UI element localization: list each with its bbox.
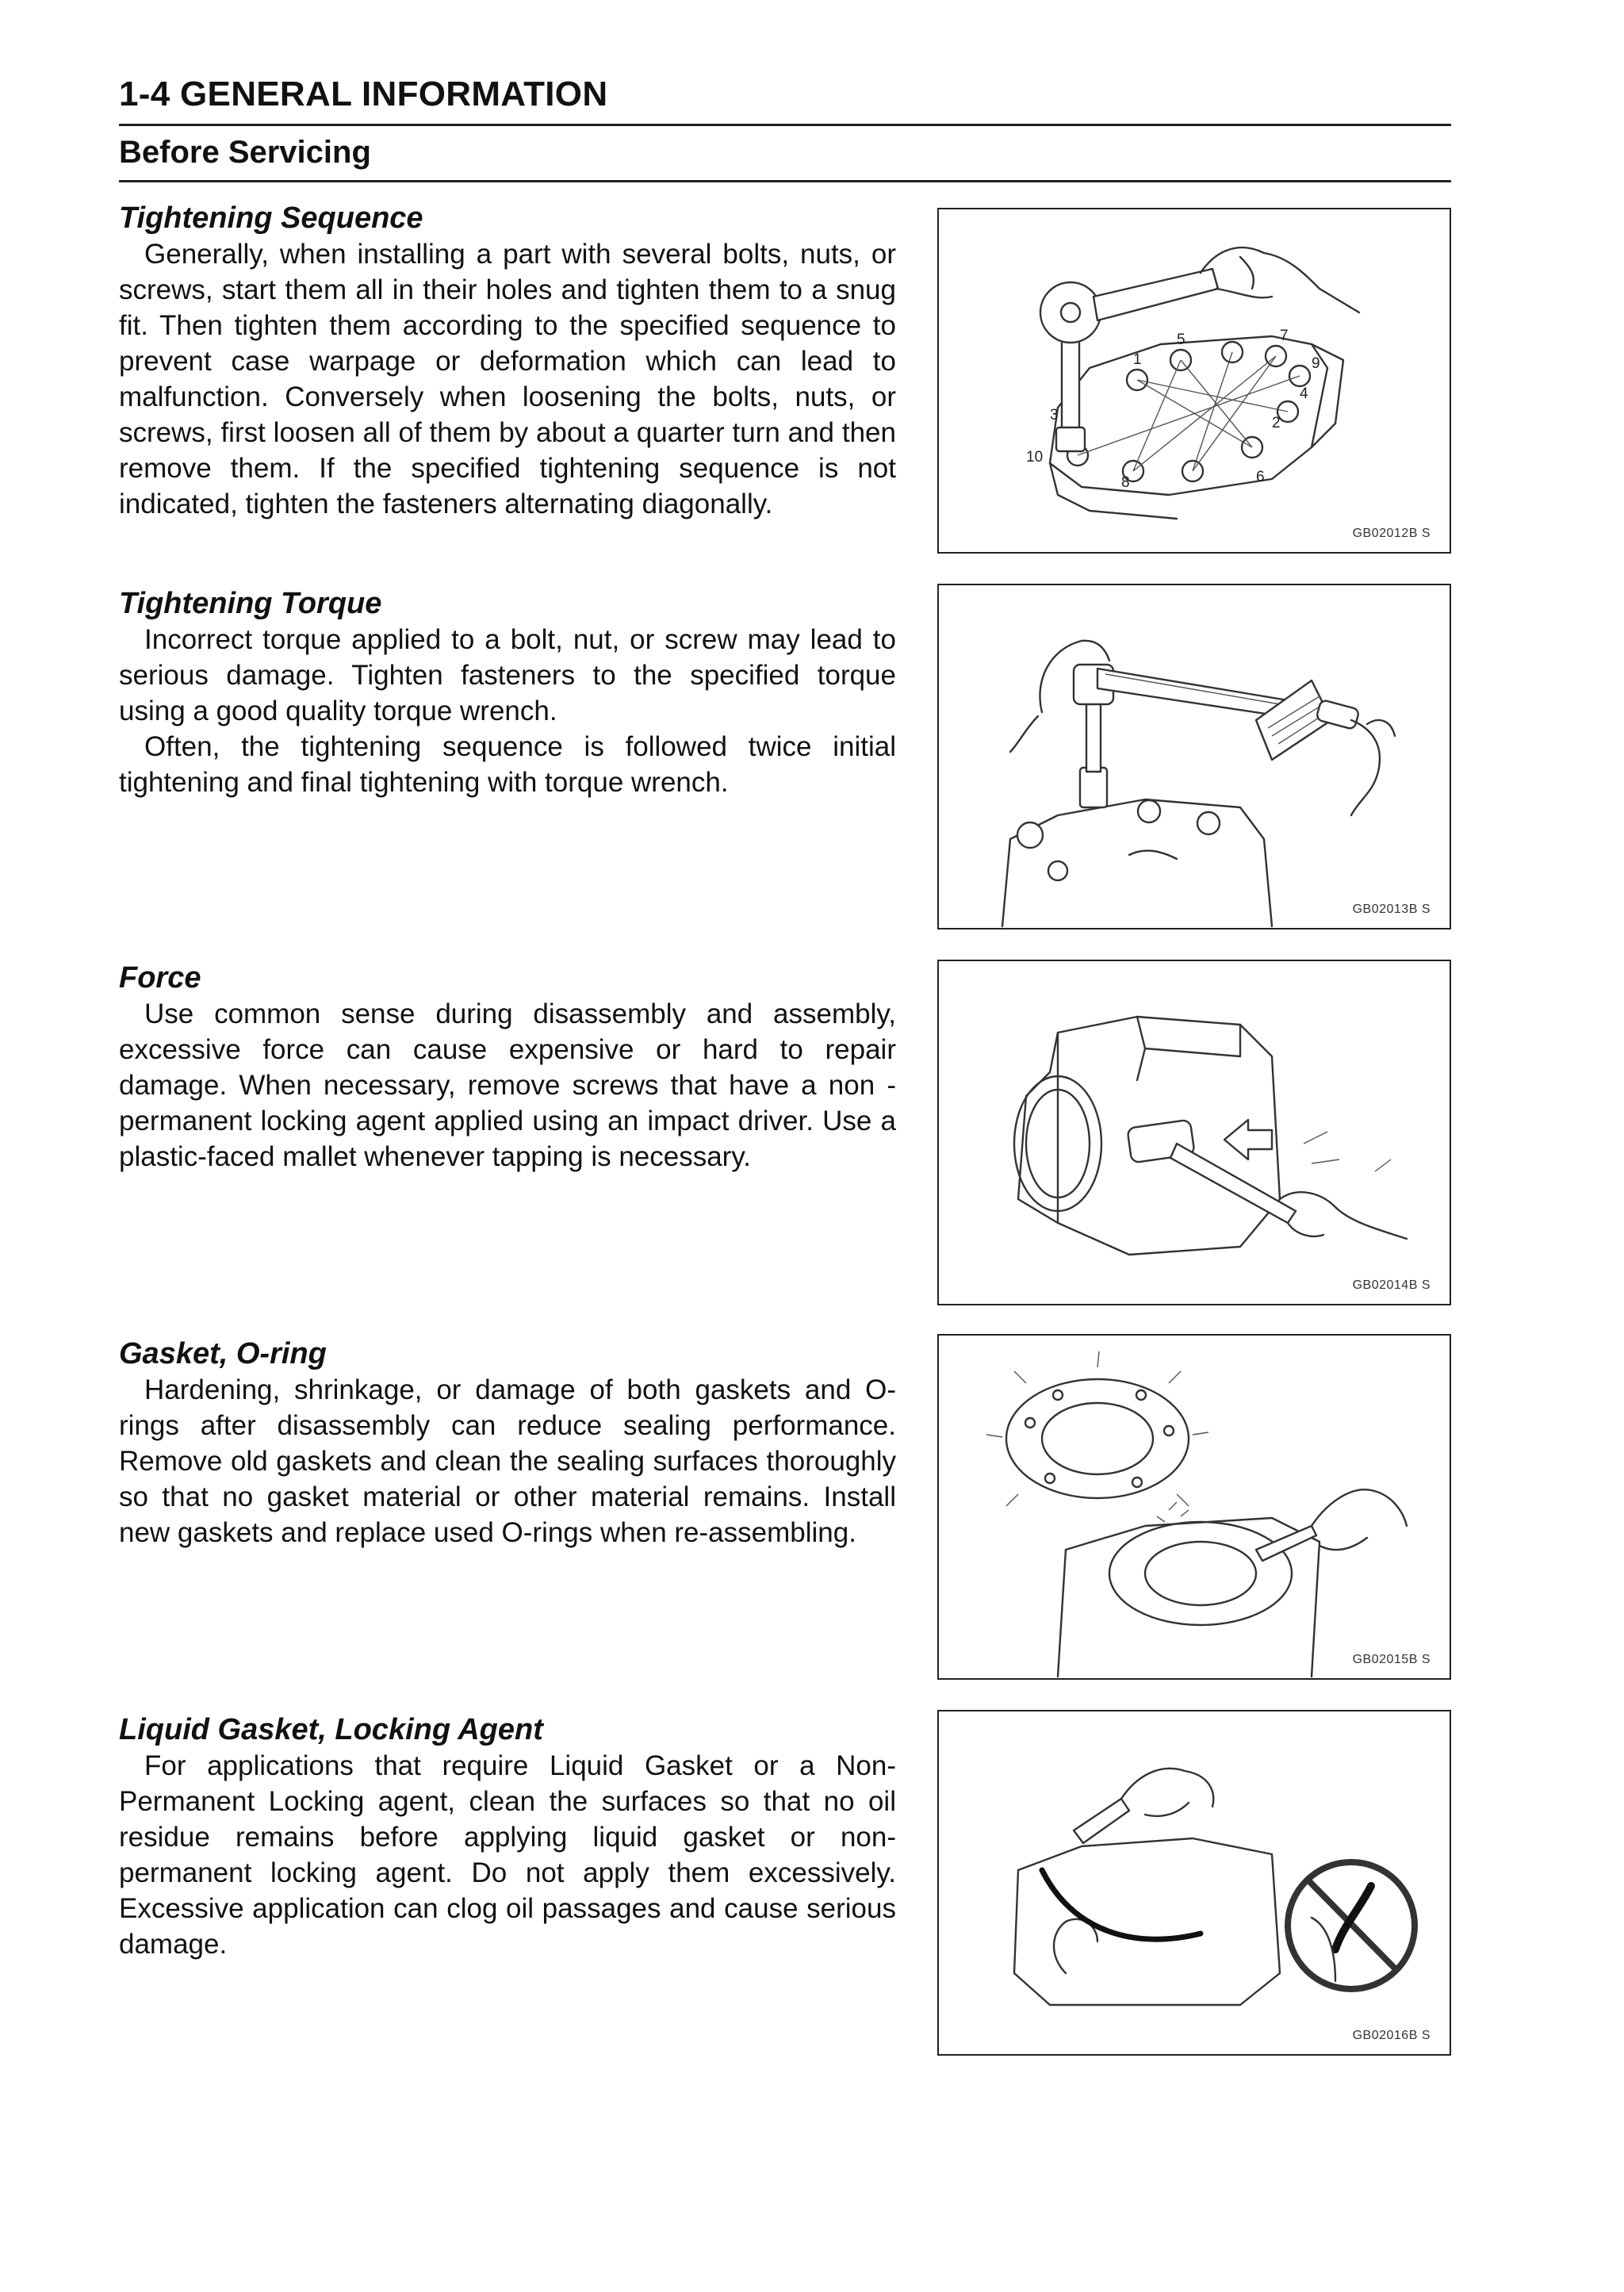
bolt-label: 3 bbox=[1050, 407, 1059, 424]
figure-liquid-gasket bbox=[937, 1710, 1451, 2056]
section-heading: Tightening Sequence bbox=[119, 201, 423, 235]
section-paragraph: For applications that require Liquid Gasket or a Non-Permanent Locking agent, clean the surfaces so that no oil residue remains before applying liquid gasket or non-permanent locking agent. Do not apply them excessively. Excessive application can clog oil passages and cause serious damage. bbox=[119, 1750, 896, 1960]
section-heading: Liquid Gasket, Locking Agent bbox=[119, 1713, 543, 1746]
torque-wrench-illustration bbox=[939, 585, 1450, 928]
figure-code: GB02014B S bbox=[1352, 1278, 1431, 1292]
liquid-gasket-illustration bbox=[939, 1711, 1450, 2054]
bolt-label: 10 bbox=[1026, 449, 1044, 466]
figure-code: GB02013B S bbox=[1352, 903, 1431, 916]
section-title: Before Servicing bbox=[119, 126, 1451, 182]
bolt-label: 1 bbox=[1133, 351, 1142, 368]
tightening-sequence-illustration bbox=[939, 209, 1450, 552]
section-heading: Tightening Torque bbox=[119, 587, 382, 620]
bolt-label: 5 bbox=[1177, 332, 1185, 348]
bolt-label: 2 bbox=[1272, 415, 1281, 431]
section-gasket-oring bbox=[119, 1336, 896, 1550]
section-paragraph: Generally, when installing a part with several bolts, nuts, or screws, start them all in their holes and tighten them to a snug fit. Then tighten them according to the specified sequence to prevent case warpage or deformation which can lead to malfunction. Conversely when loosening the bolts, nuts, or screws, first loosen all of them by about a quarter turn and then remove them. If the specified tightening sequence is not indicated, tighten the fasteners alternating diagonally. bbox=[119, 239, 896, 519]
bolt-label: 9 bbox=[1312, 355, 1320, 372]
bolt-label: 6 bbox=[1256, 469, 1265, 485]
figure-tightening-sequence bbox=[937, 208, 1451, 554]
prohibition-icon bbox=[1288, 1862, 1415, 1989]
page-header bbox=[119, 70, 1451, 182]
bolt-label: 8 bbox=[1121, 474, 1130, 491]
section-liquid-gasket bbox=[119, 1711, 896, 1962]
bolt-label: 4 bbox=[1300, 385, 1308, 402]
section-heading: Gasket, O-ring bbox=[119, 1337, 327, 1370]
section-paragraph: Use common sense during disassembly and assembly, excessive force can cause expensive or hard to repair damage. When necessary, remove screws that have a non -permanent locking agent applied using an impact driver. Use a plastic-faced mallet whenever tapping is necessary. bbox=[119, 998, 896, 1172]
figure-force bbox=[937, 960, 1451, 1305]
figure-code: GB02012B S bbox=[1352, 527, 1431, 540]
section-paragraph: Often, the tightening sequence is followed twice initial tightening and final tightening with torque wrench. bbox=[119, 731, 896, 798]
figure-code: GB02015B S bbox=[1352, 1653, 1431, 1666]
figure-gasket bbox=[937, 1334, 1451, 1680]
gasket-illustration bbox=[939, 1336, 1450, 1678]
section-heading: Force bbox=[119, 961, 201, 995]
page-title: 1-4 GENERAL INFORMATION bbox=[119, 70, 1451, 126]
section-paragraph: Hardening, shrinkage, or damage of both gaskets and O-rings after disassembly can reduce sealing performance. Remove old gaskets and clean the sealing surfaces thoroughly so that no gasket material or other material remains. Install new gaskets and replace used O-rings when re-assembling. bbox=[119, 1374, 896, 1548]
section-tightening-sequence bbox=[119, 200, 896, 522]
section-paragraph: Incorrect torque applied to a bolt, nut, or screw may lead to serious damage. Tighten fasteners to the specified torque using a good quality torque wrench. bbox=[119, 624, 896, 726]
section-force bbox=[119, 960, 896, 1175]
bolt-label: 7 bbox=[1280, 328, 1289, 344]
figure-code: GB02016B S bbox=[1352, 2029, 1431, 2042]
section-tightening-torque bbox=[119, 585, 896, 800]
figure-tightening-torque bbox=[937, 584, 1451, 929]
mallet-illustration bbox=[939, 961, 1450, 1304]
